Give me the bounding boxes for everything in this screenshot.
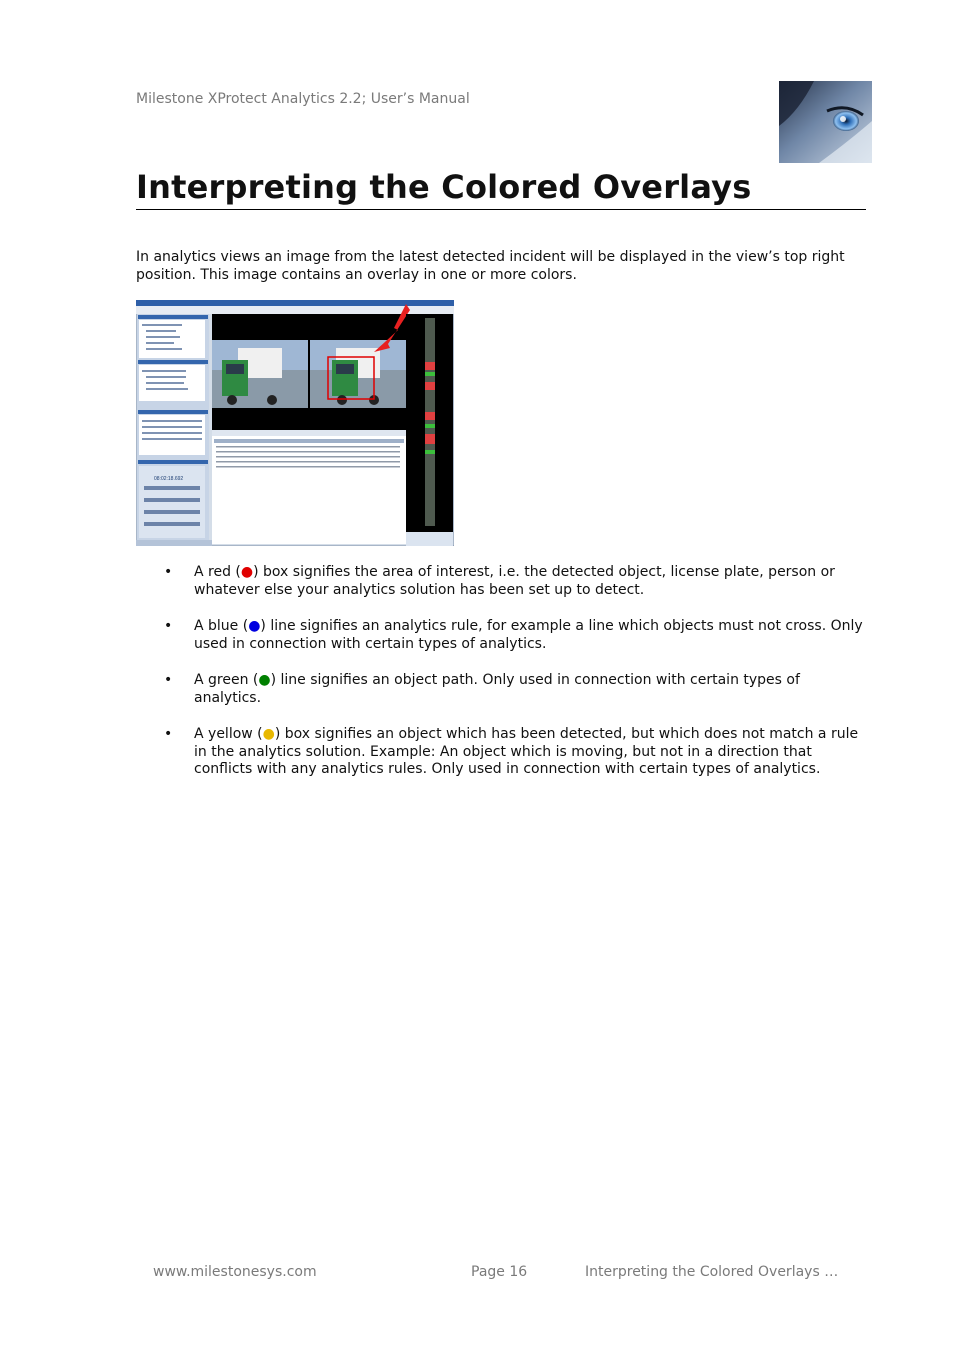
wolf-eye-logo	[779, 81, 872, 163]
footer-website: www.milestonesys.com	[153, 1264, 317, 1280]
red-dot-icon: ●	[240, 564, 254, 580]
yellow-dot-icon: ●	[262, 726, 275, 742]
blue-dot-icon: ●	[248, 618, 261, 634]
overlay-color-list	[136, 564, 866, 798]
playback-clock: 08:02:18.692	[154, 476, 184, 482]
list-item: • A red (●) box signifies the area of interest, i.e. the detected object, license plate, person or whatever else your analytics solution has been set up to detect.	[164, 564, 835, 598]
document-header: Milestone XProtect Analytics 2.2; User’s Manual	[136, 91, 470, 107]
footer-section-title: Interpreting the Colored Overlays …	[585, 1264, 839, 1280]
footer-page-number: Page 16	[471, 1264, 528, 1280]
list-item: • A yellow (●) box signifies an object which has been detected, but which does not match a rule in the analytics solution. Example: An object which is moving, but not in a direction that conflicts with any analytics rules. Only used in connection with certain types of analytics.	[164, 726, 859, 777]
list-item: • A green (●) line signifies an object path. Only used in connection with certain types of analytics.	[164, 672, 800, 706]
title-underline	[136, 209, 866, 210]
bullet-marker: •	[164, 672, 173, 688]
bullet-marker: •	[164, 726, 173, 742]
bullet-marker: •	[164, 564, 173, 580]
bullet-marker: •	[164, 618, 173, 634]
list-item: • A blue (●) line signifies an analytics rule, for example a line which objects must not cross. Only used in connection with certain types of analytics.	[164, 618, 863, 652]
green-dot-icon: ●	[258, 672, 271, 688]
page-title: Interpreting the Colored Overlays	[136, 168, 752, 206]
analytics-view-screenshot	[136, 300, 454, 546]
intro-paragraph: In analytics views an image from the latest detected incident will be displayed in the view’s top right position. This image contains an overlay in one or more colors.	[136, 249, 845, 283]
